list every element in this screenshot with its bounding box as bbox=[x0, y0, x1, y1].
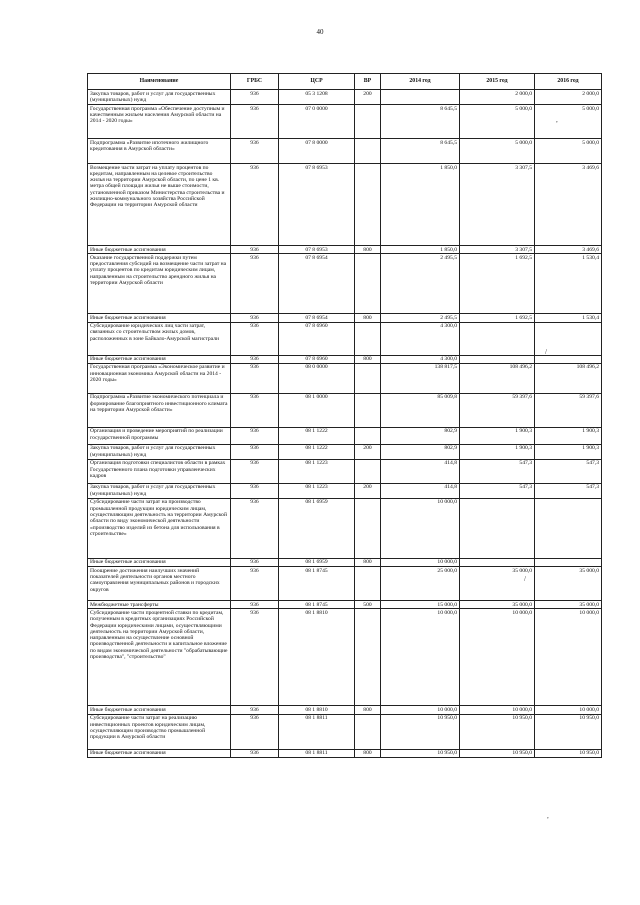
row-2015-cell: 1 900,3 bbox=[460, 427, 535, 444]
row-name-cell: Иные бюджетные ассигнования bbox=[88, 314, 231, 322]
page-number: 40 bbox=[316, 28, 324, 36]
row-2014-cell: 10 000,0 bbox=[381, 498, 460, 558]
row-vr-cell bbox=[355, 427, 381, 444]
row-csr-cell: 07 8 6953 bbox=[279, 164, 355, 246]
row-2014-cell: 10 000,0 bbox=[381, 609, 460, 706]
row-grbs-cell: 936 bbox=[231, 314, 279, 322]
row-2016-cell: 10 950,0 bbox=[535, 749, 602, 757]
row-2014-cell: 1 850,0 bbox=[381, 164, 460, 246]
row-csr-cell: 08 1 1223 bbox=[279, 459, 355, 483]
column-header-2015: 2015 год bbox=[460, 74, 535, 90]
row-csr-cell: 07 8 0000 bbox=[279, 139, 355, 164]
row-2014-cell: 802,9 bbox=[381, 444, 460, 459]
row-name-cell: Организация и проведение мероприятий по реализации государственной программы bbox=[88, 427, 231, 444]
row-csr-cell: 07 8 6960 bbox=[279, 322, 355, 355]
row-vr-cell bbox=[355, 714, 381, 749]
row-vr-cell bbox=[355, 609, 381, 706]
row-vr-cell: 800 bbox=[355, 706, 381, 714]
row-2014-cell: 2 495,5 bbox=[381, 314, 460, 322]
row-vr-cell: 800 bbox=[355, 246, 381, 254]
table-header-row bbox=[88, 74, 602, 90]
row-2015-cell: 35 000,0 bbox=[460, 567, 535, 601]
row-2015-cell: 3 307,5 bbox=[460, 246, 535, 254]
table-row bbox=[88, 393, 602, 427]
table-row bbox=[88, 459, 602, 483]
row-vr-cell: 200 bbox=[355, 483, 381, 498]
row-vr-cell bbox=[355, 363, 381, 393]
table-row bbox=[88, 601, 602, 609]
table-row bbox=[88, 322, 602, 355]
row-vr-cell bbox=[355, 567, 381, 601]
row-vr-cell bbox=[355, 393, 381, 427]
row-2015-cell bbox=[460, 322, 535, 355]
table-row bbox=[88, 254, 602, 314]
row-vr-cell: 500 bbox=[355, 601, 381, 609]
row-2015-cell: 1 900,3 bbox=[460, 444, 535, 459]
row-2016-cell bbox=[535, 355, 602, 363]
row-grbs-cell: 936 bbox=[231, 254, 279, 314]
row-2016-cell: 1 900,3 bbox=[535, 427, 602, 444]
row-2014-cell: 138 817,5 bbox=[381, 363, 460, 393]
row-2014-cell: 414,8 bbox=[381, 483, 460, 498]
row-csr-cell: 08 1 0000 bbox=[279, 393, 355, 427]
row-2014-cell: 10 000,0 bbox=[381, 558, 460, 566]
row-2016-cell: 547,3 bbox=[535, 483, 602, 498]
row-name-cell: Подпрограмма «Развитие экономического потенциала и формирование благоприятного инвестиционного климата на территории Амурской области» bbox=[88, 393, 231, 427]
row-2016-cell bbox=[535, 498, 602, 558]
row-csr-cell: 08 1 6959 bbox=[279, 498, 355, 558]
row-2016-cell: 35 000,0 bbox=[535, 601, 602, 609]
row-name-cell: Субсидирование части процентной ставки по кредитам, полученным в кредитных организациях Российской Федерации юридическими лицами, осуществляющими деятельность на территории Амурской области, направленным на осуществление основной производственной деятельности и капитальное вложение по видам экономической деятельности "обрабатывающие производства", "строительство" bbox=[88, 609, 231, 706]
row-name-cell: Иные бюджетные ассигнования bbox=[88, 706, 231, 714]
table-row bbox=[88, 609, 602, 706]
row-csr-cell: 07 8 6960 bbox=[279, 355, 355, 363]
row-2016-cell: 10 950,0 bbox=[535, 714, 602, 749]
row-name-cell: Субсидирование юридических лиц части затрат, связанных со строительством жилых домов, расположенных в зоне Байкало-Амурской магистрали bbox=[88, 322, 231, 355]
row-2016-cell: 5 000,0 bbox=[535, 139, 602, 164]
row-grbs-cell: 936 bbox=[231, 609, 279, 706]
row-2016-cell: 1 900,3 bbox=[535, 444, 602, 459]
row-2014-cell: 414,8 bbox=[381, 459, 460, 483]
row-2014-cell: 25 000,0 bbox=[381, 567, 460, 601]
row-2014-cell: 10 950,0 bbox=[381, 749, 460, 757]
row-vr-cell: 200 bbox=[355, 90, 381, 105]
row-2016-cell: 1 530,4 bbox=[535, 314, 602, 322]
row-2014-cell bbox=[381, 90, 460, 105]
row-vr-cell bbox=[355, 459, 381, 483]
row-name-cell: Поощрение достижения наилучших значений показателей деятельности органов местного самоуправления муниципальных районов и городских округов bbox=[88, 567, 231, 601]
row-name-cell: Оказание государственной поддержки путем предоставления субсидий на возмещение части затрат на уплату процентов по кредитам юридическим лицам, направленным на строительство арендного жилья на территории Амурской области bbox=[88, 254, 231, 314]
stray-mark: , bbox=[547, 812, 549, 820]
row-2014-cell: 2 495,5 bbox=[381, 254, 460, 314]
row-vr-cell bbox=[355, 139, 381, 164]
row-grbs-cell: 936 bbox=[231, 355, 279, 363]
row-name-cell: Возмещение части затрат на уплату процентов по кредитам, направленным на целевое строительство жилья на территории Амурской области, по цене 1 кв. метра общей площади жилья не выше стоимости, установленной приказом Министерства строительства и жилищно-коммунального хозяйства Российской Федерации на территории Амурской области bbox=[88, 164, 231, 246]
row-2015-cell: 5 000,0 bbox=[460, 105, 535, 139]
row-2016-cell: 10 000,0 bbox=[535, 609, 602, 706]
table-row bbox=[88, 749, 602, 757]
row-grbs-cell: 936 bbox=[231, 105, 279, 139]
row-2015-cell: 35 000,0 bbox=[460, 601, 535, 609]
row-2016-cell: 3 469,6 bbox=[535, 246, 602, 254]
row-2015-cell: 10 000,0 bbox=[460, 706, 535, 714]
row-2015-cell: 5 000,0 bbox=[460, 139, 535, 164]
row-vr-cell bbox=[355, 254, 381, 314]
row-name-cell: Иные бюджетные ассигнования bbox=[88, 749, 231, 757]
row-csr-cell: 08 1 8810 bbox=[279, 609, 355, 706]
row-2015-cell: 10 000,0 bbox=[460, 609, 535, 706]
row-2014-cell: 1 850,0 bbox=[381, 246, 460, 254]
row-name-cell: Межбюджетные трансферты bbox=[88, 601, 231, 609]
table-row bbox=[88, 444, 602, 459]
row-2014-cell: 802,9 bbox=[381, 427, 460, 444]
column-header-2014: 2014 год bbox=[381, 74, 460, 90]
row-csr-cell: 07 8 6954 bbox=[279, 314, 355, 322]
row-vr-cell bbox=[355, 105, 381, 139]
row-2015-cell bbox=[460, 355, 535, 363]
row-name-cell: Организация подготовки специалистов области в рамках Государственного плана подготовки управленческих кадров bbox=[88, 459, 231, 483]
column-header-name: Наименование bbox=[88, 74, 231, 90]
row-2014-cell: 10 950,0 bbox=[381, 714, 460, 749]
row-grbs-cell: 936 bbox=[231, 498, 279, 558]
row-name-cell: Иные бюджетные ассигнования bbox=[88, 558, 231, 566]
row-2016-cell bbox=[535, 558, 602, 566]
row-2015-cell: 2 000,0 bbox=[460, 90, 535, 105]
table-row bbox=[88, 498, 602, 558]
row-name-cell: Подпрограмма «Развитие ипотечного жилищного кредитования в Амурской области» bbox=[88, 139, 231, 164]
column-header-vr: ВР bbox=[355, 74, 381, 90]
row-vr-cell: 800 bbox=[355, 355, 381, 363]
row-2014-cell: 8 645,5 bbox=[381, 139, 460, 164]
table-row bbox=[88, 714, 602, 749]
row-grbs-cell: 936 bbox=[231, 483, 279, 498]
row-2016-cell: 547,3 bbox=[535, 459, 602, 483]
row-grbs-cell: 936 bbox=[231, 427, 279, 444]
row-2014-cell: 85 009,8 bbox=[381, 393, 460, 427]
table-row bbox=[88, 164, 602, 246]
row-2016-cell: 59 397,6 bbox=[535, 393, 602, 427]
table-row bbox=[88, 483, 602, 498]
column-header-2016: 2016 год bbox=[535, 74, 602, 90]
row-vr-cell bbox=[355, 164, 381, 246]
row-name-cell: Закупка товаров, работ и услуг для государственных (муниципальных) нужд bbox=[88, 90, 231, 105]
row-csr-cell: 08 1 8745 bbox=[279, 567, 355, 601]
table-row bbox=[88, 355, 602, 363]
row-csr-cell: 08 1 8745 bbox=[279, 601, 355, 609]
column-header-csr: ЦСР bbox=[279, 74, 355, 90]
row-2015-cell: 1 692,5 bbox=[460, 314, 535, 322]
row-2015-cell bbox=[460, 498, 535, 558]
table-row bbox=[88, 139, 602, 164]
row-csr-cell: 07 8 6953 bbox=[279, 246, 355, 254]
row-2015-cell: 59 397,6 bbox=[460, 393, 535, 427]
row-grbs-cell: 936 bbox=[231, 246, 279, 254]
row-2016-cell: 5 000,0 bbox=[535, 105, 602, 139]
table-row bbox=[88, 558, 602, 566]
row-csr-cell: 08 1 1223 bbox=[279, 483, 355, 498]
row-vr-cell bbox=[355, 498, 381, 558]
row-vr-cell bbox=[355, 322, 381, 355]
row-2015-cell: 1 692,5 bbox=[460, 254, 535, 314]
row-vr-cell: 200 bbox=[355, 444, 381, 459]
row-grbs-cell: 936 bbox=[231, 706, 279, 714]
stray-mark: , bbox=[556, 116, 558, 124]
row-grbs-cell: 936 bbox=[231, 567, 279, 601]
row-csr-cell: 08 1 8811 bbox=[279, 749, 355, 757]
row-2015-cell: 10 950,0 bbox=[460, 749, 535, 757]
column-header-grbs: ГРБС bbox=[231, 74, 279, 90]
row-name-cell: Субсидирование части затрат на производство промышленной продукции юридическим лицам, осуществляющим деятельность на территории Амурской области по виду экономической деятельности «производство изделий из бетона для использования в строительстве» bbox=[88, 498, 231, 558]
row-2014-cell: 4 300,0 bbox=[381, 355, 460, 363]
row-grbs-cell: 936 bbox=[231, 459, 279, 483]
row-name-cell: Иные бюджетные ассигнования bbox=[88, 355, 231, 363]
row-vr-cell: 800 bbox=[355, 749, 381, 757]
row-grbs-cell: 936 bbox=[231, 714, 279, 749]
row-csr-cell: 08 1 1222 bbox=[279, 444, 355, 459]
row-2014-cell: 8 645,5 bbox=[381, 105, 460, 139]
row-grbs-cell: 936 bbox=[231, 363, 279, 393]
table-row bbox=[88, 567, 602, 601]
row-2015-cell: 10 950,0 bbox=[460, 714, 535, 749]
row-2015-cell: 108 496,2 bbox=[460, 363, 535, 393]
row-2016-cell: 108 496,2 bbox=[535, 363, 602, 393]
row-grbs-cell: 936 bbox=[231, 322, 279, 355]
row-name-cell: Иные бюджетные ассигнования bbox=[88, 246, 231, 254]
row-2016-cell: 1 530,4 bbox=[535, 254, 602, 314]
stray-mark: / bbox=[524, 575, 526, 583]
row-grbs-cell: 936 bbox=[231, 90, 279, 105]
row-2015-cell: 3 307,5 bbox=[460, 164, 535, 246]
row-name-cell: Государственная программа «Обеспечение доступным и качественным жильем населения Амурской области на 2014 - 2020 годы» bbox=[88, 105, 231, 139]
row-2016-cell: 10 000,0 bbox=[535, 706, 602, 714]
row-vr-cell: 800 bbox=[355, 314, 381, 322]
row-csr-cell: 08 1 8810 bbox=[279, 706, 355, 714]
row-2014-cell: 15 000,0 bbox=[381, 601, 460, 609]
table-row bbox=[88, 427, 602, 444]
row-grbs-cell: 936 bbox=[231, 558, 279, 566]
table-row bbox=[88, 105, 602, 139]
table-body bbox=[88, 90, 602, 758]
row-grbs-cell: 936 bbox=[231, 164, 279, 246]
row-grbs-cell: 936 bbox=[231, 749, 279, 757]
row-2015-cell: 547,3 bbox=[460, 483, 535, 498]
table-row bbox=[88, 90, 602, 105]
row-grbs-cell: 936 bbox=[231, 601, 279, 609]
row-2016-cell: 35 000,0 bbox=[535, 567, 602, 601]
row-name-cell: Закупка товаров, работ и услуг для государственных (муниципальных) нужд bbox=[88, 483, 231, 498]
row-name-cell: Закупка товаров, работ и услуг для государственных (муниципальных) нужд bbox=[88, 444, 231, 459]
table-row bbox=[88, 314, 602, 322]
row-grbs-cell: 936 bbox=[231, 393, 279, 427]
row-csr-cell: 05 3 1208 bbox=[279, 90, 355, 105]
row-vr-cell: 800 bbox=[355, 558, 381, 566]
row-csr-cell: 08 0 0000 bbox=[279, 363, 355, 393]
row-2016-cell: 2 000,0 bbox=[535, 90, 602, 105]
row-csr-cell: 08 1 6959 bbox=[279, 558, 355, 566]
row-csr-cell: 08 1 8811 bbox=[279, 714, 355, 749]
budget-table bbox=[87, 73, 602, 758]
table-row bbox=[88, 246, 602, 254]
row-2014-cell: 4 300,0 bbox=[381, 322, 460, 355]
table-row bbox=[88, 706, 602, 714]
row-csr-cell: 07 0 0000 bbox=[279, 105, 355, 139]
row-grbs-cell: 936 bbox=[231, 139, 279, 164]
row-2015-cell bbox=[460, 558, 535, 566]
row-grbs-cell: 936 bbox=[231, 444, 279, 459]
row-2016-cell: 3 469,6 bbox=[535, 164, 602, 246]
row-name-cell: Государственная программа «Экономическое развитие и инновационная экономика Амурской области на 2014 - 2020 годы» bbox=[88, 363, 231, 393]
row-2015-cell: 547,3 bbox=[460, 459, 535, 483]
row-2014-cell: 10 000,0 bbox=[381, 706, 460, 714]
row-name-cell: Субсидирование части затрат на реализацию инвестиционных проектов юридическим лицам, осуществляющим производство промышленной продукции в Амурской области bbox=[88, 714, 231, 749]
row-csr-cell: 08 1 1222 bbox=[279, 427, 355, 444]
table-row bbox=[88, 363, 602, 393]
row-csr-cell: 07 8 6954 bbox=[279, 254, 355, 314]
stray-mark: / bbox=[545, 348, 547, 356]
